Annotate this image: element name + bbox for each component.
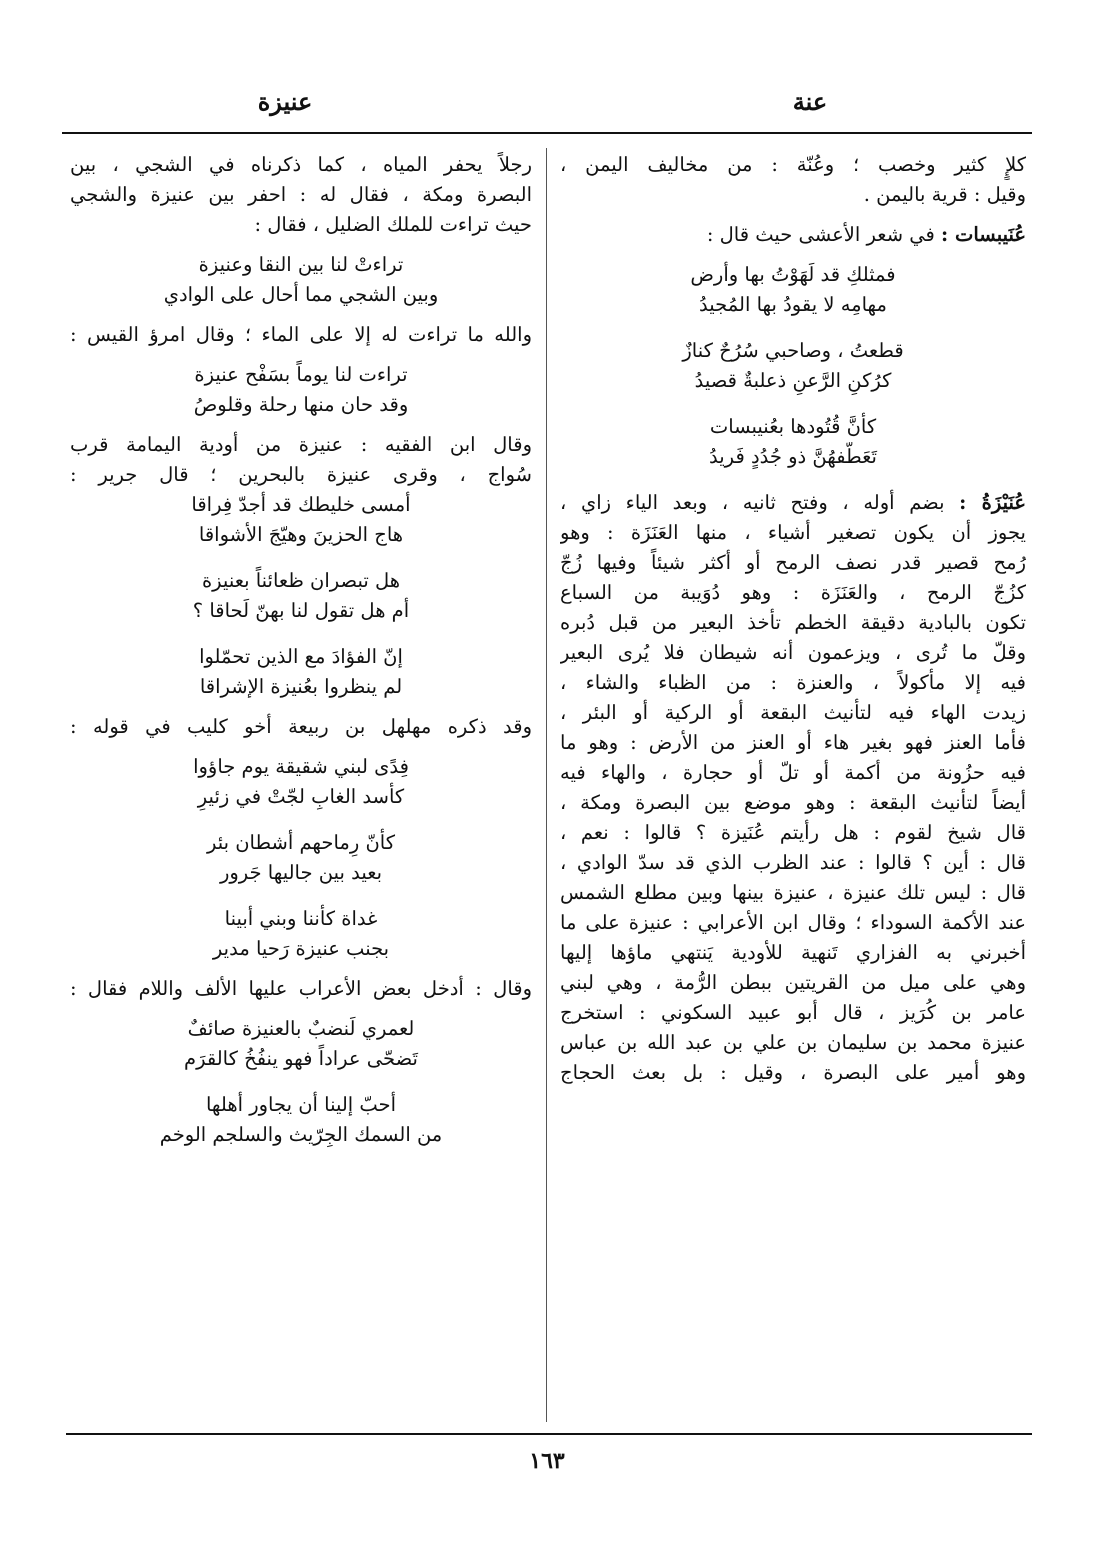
- verse-line: بعيد بين جاليها جَرور: [219, 861, 383, 884]
- text-line: قال : أين ؟ قالوا : عند الظرب الذي قد سدّ الوادي ،: [560, 851, 1026, 874]
- headword: عُنَيْزَةُ :: [959, 491, 1026, 514]
- right-column: [560, 150, 1026, 1425]
- left-column: [70, 150, 532, 1425]
- text-line: فيه إلا مأكولاً ، والعنزة : من الظباء والشاء ،: [560, 671, 1026, 694]
- verse-line: من السمك الجِرّيث والسلجم الوخم: [159, 1123, 443, 1146]
- headword: عُنَيبسات :: [941, 223, 1026, 246]
- verse-line: إنّ الفؤادَ مع الذين تحمّلوا: [199, 645, 403, 668]
- text-line: وقال ابن الفقيه : عنيزة من أودية اليمامة قرب: [70, 433, 532, 456]
- text-line: رجلاً يحفر المياه ، كما ذكرناه في الشجي ، بين: [70, 153, 532, 176]
- verse-line: تراءت لنا يوماً بسَفْح عنيزة: [194, 363, 408, 386]
- text-line: عند الأكمة السوداء ؛ وقال ابن الأعرابي : عنيزة على ما: [560, 911, 1026, 934]
- verse-line: كأنَّ قُتُودها بعُنيبسات: [709, 415, 877, 438]
- verse-line: وبين الشجي مما أحال على الوادي: [163, 283, 439, 306]
- verse-line: كأنّ رِماحهم أشطان بئر: [206, 831, 396, 854]
- verse-line: فِدًى لبني شقيقة يوم جاؤوا: [193, 755, 409, 778]
- text-line: والله ما تراءت له إلا على الماء ؛ وقال امرؤ القيس :: [70, 323, 532, 346]
- running-header-right: عنة: [792, 87, 828, 116]
- text-line: البصرة ومكة ، فقال له : احفر بين عنيزة والشجي: [70, 183, 532, 206]
- verse-line: لم ينظروا بعُنيزة الإشراقا: [199, 675, 403, 698]
- text-line: رُمح قصير قدر نصف الرمح أو أكثر شيئاً وفيها زُجّ: [560, 551, 1026, 574]
- verse-line: لعمري لَنضبٌ بالعنيزة صائفٌ: [187, 1017, 415, 1040]
- verse-line: هل تبصران ظعائناً بعنيزة: [201, 569, 401, 592]
- text-line: تكون بالبادية دقيقة الخطم تأخذ البعير من قبل دُبره: [560, 611, 1026, 634]
- text-line: وقلّ ما تُرى ، ويزعمون أنه شيطان فلا يُرى البعير: [560, 641, 1026, 664]
- text-line: وقيل : قرية باليمن .: [863, 183, 1026, 206]
- text-line: وقد ذكره مهلهل بن ربيعة أخو كليب في قوله :: [70, 715, 532, 738]
- text-line: قال : ليس تلك عنيزة ، عنيزة بينها وبين مطلع الشمس: [560, 881, 1026, 904]
- text-line: كلإٍ كثير وخصب ؛ وعُنّة : من مخاليف اليمن ،: [560, 153, 1026, 176]
- text-line: قال شيخ لقوم : هل رأيتم عُنَيزة ؟ قالوا : نعم ،: [560, 821, 1026, 844]
- entry-line: [560, 488, 1026, 518]
- verse-line: تَعَطَّفهُنَّ ذو جُدُدٍ فَريدُ: [709, 445, 877, 468]
- verse-line: مهامِه لا يقودُ بها المُجيدُ: [699, 293, 887, 316]
- text-line: كزُجّ الرمح ، والعَنَزَة : وهو دُوَيبة من السباع: [560, 581, 1026, 604]
- verse-line: وقد حان منها رحلة وقلوصُ: [193, 393, 409, 416]
- running-header-left: عنيزة: [257, 87, 313, 116]
- text-line: وهي على ميل من القريتين ببطن الرُّمة ، وهي لبني: [560, 971, 1026, 994]
- verse-line: أمسى خليطك قد أجدّ فِراقا: [191, 493, 411, 516]
- text-line: عامر بن كُرَيز ، قال أبو عبيد السكوني : استخرج: [560, 1001, 1026, 1024]
- verse-line: بجنب عنيزة رَحيا مدير: [212, 937, 390, 960]
- text-line: أيضاً لتأنيث البقعة : وهو موضع بين البصرة ومكة ،: [560, 791, 1026, 814]
- verse-line: أحبّ إلينا أن يجاور أهلها: [205, 1093, 397, 1116]
- text-line: فيه حزُونة من أكمة أو تلّ أو حجارة ، والهاء فيه: [560, 761, 1026, 784]
- text-line: يجوز أن يكون تصغير أشياء ، منها العَنَزَة : وهو: [560, 521, 1026, 544]
- column-divider: [546, 148, 547, 1422]
- text-line: وقال : أدخل بعض الأعراب عليها الألف واللام فقال :: [70, 977, 532, 1000]
- verse-line: غداة كأننا وبني أبينا: [224, 907, 378, 930]
- verse-line: تَضحّى عراداً فهو ينفُخُ كالقرَم: [184, 1047, 418, 1070]
- verse-line: كأسد الغابِ لجّتْ في زئيرِ: [197, 785, 405, 808]
- text-line: حيث تراءت للملك الضليل ، فقال :: [254, 213, 532, 236]
- verse-line: كرُكنِ الرَّعنِ ذعلبةٌ قصيدُ: [694, 369, 892, 392]
- verse-line: أم هل تقول لنا بهنّ لَحاقا ؟: [192, 599, 410, 622]
- text-line: وهو أمير على البصرة ، وقيل : بل بعث الحجاج: [560, 1061, 1026, 1084]
- verse-line: قطعتُ ، وصاحبي سُرُحٌ كنازٌ: [682, 339, 904, 362]
- text-line: عنيزة محمد بن سليمان بن علي بن عبد الله بن عباس: [560, 1031, 1026, 1054]
- entry-text: في شعر الأعشى حيث قال :: [706, 223, 942, 246]
- verse-line: تراءتْ لنا بين النقا وعنيزة: [198, 253, 404, 276]
- text-line: سُواج ، وقرى عنيزة بالبحرين ؛ قال جرير :: [70, 463, 532, 486]
- entry-line: [560, 220, 1026, 250]
- text-line: أخبرني به الفزاري تَنهية للأودية يَنتهي ماؤها إليها: [560, 941, 1026, 964]
- verse-line: هاج الحزينَ وهيّجَ الأشواقا: [198, 523, 404, 546]
- top-rule: [62, 132, 1032, 134]
- text-line: فأما العنز فهو بغير هاء أو العنز من الأرض : وهو ما: [560, 731, 1026, 754]
- text-line: زيدت الهاء فيه لتأنيث البقعة أو الركية أو البئر ،: [560, 701, 1026, 724]
- page-number: ١٦٣: [529, 1448, 565, 1474]
- verse-line: فمثلكِ قد لَهَوْتُ بها وأرض: [690, 263, 896, 286]
- bottom-rule: [66, 1433, 1032, 1435]
- entry-text: بضم أوله ، وفتح ثانيه ، وبعد الياء زاي ،: [560, 491, 960, 514]
